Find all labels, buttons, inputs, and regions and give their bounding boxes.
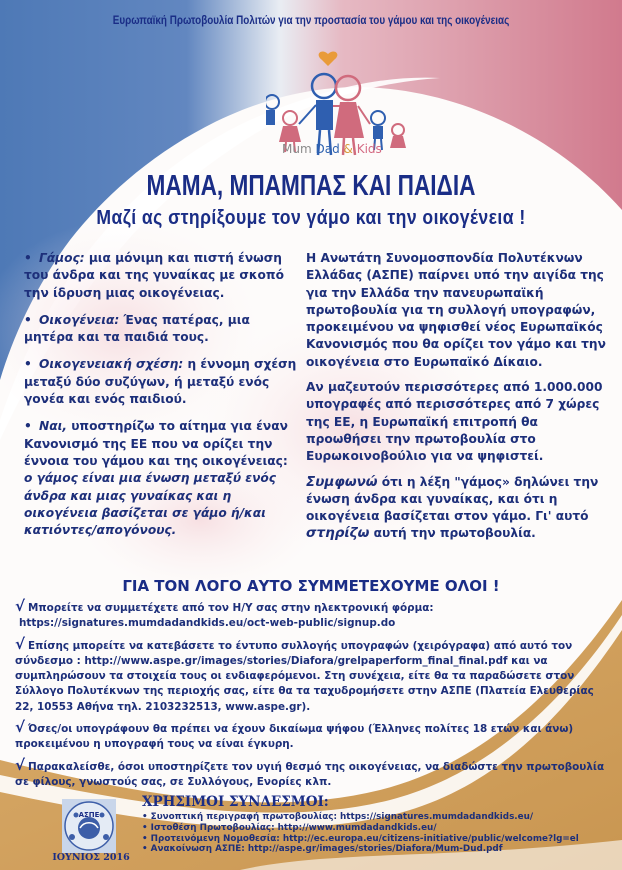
checklist-text: Παρακαλείσθε, όσοι υποστηρίζετε τον υγιή θεσμό της οικογένειας, να διαδώστε την πρωτοβουλία σε φίλους, γνωστούς σας, σε Συλλόγους, Ενορίες κλπ. bbox=[15, 760, 605, 788]
logo-mum: Mum bbox=[282, 142, 312, 156]
participation-title: ΓΙΑ ΤΟΝ ΛΟΓΟ ΑΥΤΟ ΣΥΜΜΕΤΕΧΟΥΜΕ ΟΛΟΙ ! bbox=[122, 577, 500, 595]
initiative-banner: Ευρωπαϊκή Πρωτοβουλία Πολιτών για την προστασία του γάμου και της οικογένειας bbox=[112, 15, 510, 27]
definition-item bbox=[24, 418, 300, 539]
bullet-icon: • bbox=[24, 312, 32, 327]
definition-term: Οικογενειακή σχέση: bbox=[39, 357, 184, 372]
page-subtitle: Μαζί ας στηρίξουμε τον γάμο και την οικογένεια ! bbox=[96, 207, 526, 229]
checkmark-icon: √ bbox=[15, 634, 26, 653]
checklist-text: Επίσης μπορείτε να κατεβάσετε το έντυπο συλλογής υπογραφών (χειρόγραφα) από αυτό τον σύνδεσμο : http://www.aspe.gr/images/stories/Diafora/grelpaperform_final_final.pdf και να συμπληρώσουν τα στοιχεία τους οι ενδιαφερόμενοι. Στη συνέχεια, είτε θα τα παραδώσετε στον Σύλλογο Πολυτέκνων της περιοχής σας, είτε θα τα ταχυδρομήσετε στην ΑΣΠΕ (Πλατεία Ελευθερίας 22, 10553 Αθήνα τηλ. 2103232513, www.aspe.gr). bbox=[15, 639, 594, 713]
paragraph-signatures: Αν μαζευτούν περισσότερες από 1.000.000 υπογραφές από περισσότερες από 7 χώρες της ΕΕ, η Ευρωπαϊκή επιτροπή θα προωθήσει την πρωτοβουλία στο Ευρωκοινοβούλιο για να ψηφιστεί. bbox=[306, 380, 603, 464]
agree-lead: Συμφωνώ bbox=[306, 473, 378, 490]
definition-item bbox=[24, 312, 300, 347]
checklist-text: Μπορείτε να συμμετέχετε από τον Η/Υ σας στην ηλεκτρονική φόρμα: bbox=[28, 602, 434, 614]
logo-kids: Kids bbox=[356, 142, 382, 156]
aspe-emblem-icon bbox=[62, 799, 116, 853]
useful-link[interactable]: • Προτεινόμενη Νομοθεσία: http://ec.europa.eu/citizens-initiative/public/welcome?lg=el bbox=[142, 833, 579, 844]
useful-links-list bbox=[142, 812, 579, 855]
page-title: ΜΑΜΑ, ΜΠΑΜΠΑΣ ΚΑΙ ΠΑΙΔΙΑ bbox=[146, 170, 476, 202]
definition-item bbox=[24, 250, 300, 302]
definition-text: υποστηρίζω το αίτημα για έναν Κανονισμό της ΕΕ που να ορίζει την έννοια του γάμου και της οικογένειας: bbox=[24, 419, 288, 468]
definition-term: Οικογένεια: bbox=[39, 312, 120, 327]
definition-text: Ένας πατέρας, μια μητέρα και τα παιδιά τους. bbox=[24, 312, 250, 345]
useful-link[interactable]: • Συνοπτική περιγραφή πρωτοβουλίας: https://signatures.mumdadandkids.eu/ bbox=[142, 812, 534, 822]
checklist-item bbox=[15, 755, 615, 791]
checklist-item bbox=[15, 720, 615, 753]
checkmark-icon: √ bbox=[15, 597, 26, 615]
checkmark-icon: √ bbox=[15, 718, 26, 737]
logo-dad: Dad bbox=[315, 142, 340, 156]
participation-list bbox=[15, 599, 615, 795]
checklist-item bbox=[15, 634, 615, 715]
logo-wordmark bbox=[282, 142, 382, 156]
agree-tail: αυτή την πρωτοβουλία. bbox=[369, 526, 536, 541]
bullet-icon: • bbox=[24, 357, 32, 372]
bullet-icon: • bbox=[24, 419, 32, 434]
agree-emphasis: στηρίζω bbox=[306, 525, 370, 542]
checklist-item bbox=[15, 599, 615, 632]
definition-term: Ναι, bbox=[39, 419, 67, 434]
logo-amp: & bbox=[343, 142, 353, 156]
paragraph-aspe: Η Ανωτάτη Συνομοσπονδία Πολυτέκνων Ελλάδας (ΑΣΠΕ) παίρνει υπό την αιγίδα της για την Ελλάδα την πανευρωπαϊκή πρωτοβουλία για τη συλλογή υπογραφών, προκειμένου να ψηφισθεί νέος Ευρωπαϊκός Κανονισμός που θα ορίζει τον γάμο και την οικογένεια στο Ευρωπαϊκό Δίκαιο. bbox=[306, 251, 606, 369]
useful-links-title: ΧΡΗΣΙΜΟΙ ΣΥΝΔΕΣΜΟΙ: bbox=[142, 794, 329, 810]
useful-link[interactable]: • Ανακοίνωση ΑΣΠΕ: http://aspe.gr/images/stories/Diafora/Mum-Dud.pdf bbox=[142, 844, 503, 855]
definition-text: η έννομη σχέση μεταξύ δύο συζύγων, ή μεταξύ ενός γονέα και ενός παιδιού. bbox=[24, 357, 297, 407]
definitions-list bbox=[24, 250, 300, 549]
checklist-text: Όσες/οι υπογράφουν θα πρέπει να έχουν δικαίωμα ψήφου (Έλληνες πολίτες 18 ετών και άνω) προκειμένου η υπογραφή τους να είναι έγκυρη. bbox=[15, 723, 574, 751]
paragraph-agreement bbox=[306, 474, 611, 543]
definition-text: μια μόνιμη και πιστή ένωση του άνδρα και της γυναίκας με σκοπό την ίδρυση μιας οικογένειας. bbox=[24, 251, 284, 300]
initiative-description bbox=[306, 250, 611, 551]
checkmark-icon: √ bbox=[15, 755, 26, 774]
date-label: ΙΟΥΝΙΟΣ 2016 bbox=[52, 852, 130, 863]
bullet-icon: • bbox=[24, 251, 32, 265]
definition-italic-tail: ο γάμος είναι μια ένωση μεταξύ ενός άνδρα και μιας γυναίκας και η οικογένεια βασίζεται σε γάμο ή/και κατιόντες/απογόνους. bbox=[24, 471, 276, 538]
signup-link[interactable]: https://signatures.mumdadandkids.eu/oct-web-public/signup.do bbox=[19, 617, 396, 630]
definition-term: Γάμος: bbox=[39, 251, 85, 265]
agree-mid: ότι η λέξη "γάμος» δηλώνει την ένωση άνδρα και γυναίκας, και ότι η οικογένεια βασίζεται στον γάμο. Γι' αυτό bbox=[306, 474, 599, 524]
useful-link[interactable]: • Ιστοθέση Πρωτοβουλίας: http://www.mumdadandkids.eu/ bbox=[142, 822, 437, 833]
emblem-label: ΑΣΠΕ bbox=[78, 811, 100, 819]
definition-item bbox=[24, 356, 300, 408]
